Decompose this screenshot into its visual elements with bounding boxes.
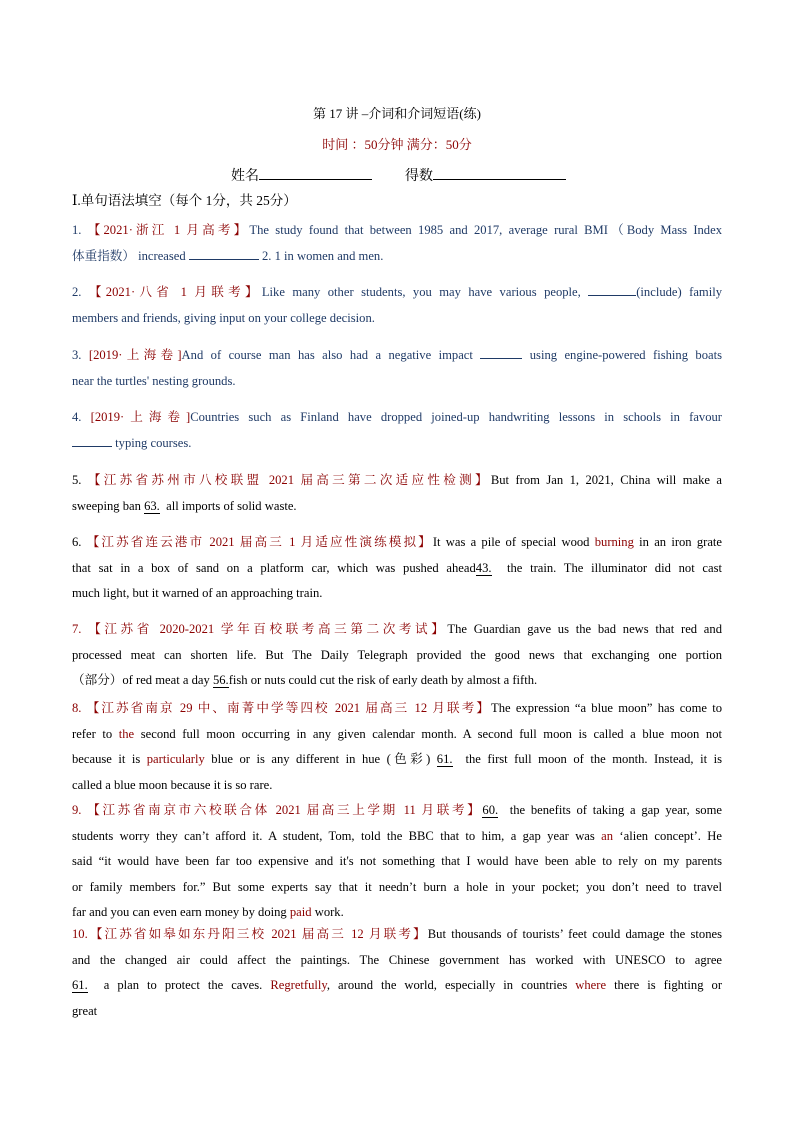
answer-blank[interactable]: 60. — [482, 803, 499, 817]
name-label: 姓名 — [231, 169, 259, 184]
question-number: 7. — [72, 622, 82, 636]
question-text: the first full moon of the month. Instead, it is — [465, 752, 722, 766]
section-heading: Ⅰ.单句语法填空（每个 1分，共 25分） — [72, 193, 297, 208]
question-8 — [72, 696, 722, 798]
question-text: But from Jan 1, 2021, China will make a — [490, 473, 722, 487]
answer-blank[interactable]: 61. — [72, 978, 88, 992]
question-text: all imports of solid waste. — [166, 498, 297, 513]
question-text: fish or nuts could cut the risk of early death by almost a fifth. — [228, 673, 538, 687]
answer-blank[interactable] — [189, 246, 259, 260]
question-text: work. — [314, 905, 344, 919]
question-text: second full moon occurring in any given calendar month. A second full moon is called a blue moon not — [140, 726, 722, 741]
question-text: And of course man has also had a negative impact — [181, 348, 473, 362]
answer-blank[interactable] — [72, 433, 112, 447]
question-9 — [72, 798, 722, 926]
question-10 — [72, 922, 722, 1024]
question-5 — [72, 468, 722, 519]
question-text: great — [72, 1003, 98, 1018]
question-source: [2019·上海卷] — [88, 348, 182, 362]
question-7 — [72, 617, 722, 694]
highlighted-word: Regretfully — [270, 978, 327, 992]
question-4 — [72, 405, 722, 456]
question-text: far and you can even earn money by doing — [72, 905, 287, 919]
question-source: [2019·上海卷] — [90, 410, 191, 424]
answer-blank[interactable]: 63. — [144, 498, 160, 513]
question-text: typing courses. — [115, 435, 192, 450]
highlighted-word: burning — [594, 535, 634, 549]
question-text: much light, but it warned of an approaching train. — [72, 586, 323, 600]
question-text: The Guardian gave us the bad news that red and — [447, 622, 722, 636]
question-source: 【江苏省 2020-2021 学年百校联考高三第二次考试】 — [88, 622, 448, 636]
question-text: using engine-powered fishing boats — [529, 348, 723, 362]
question-source: 【江苏省如皋如东丹阳三校 2021 届高三 12 月联考】 — [87, 927, 428, 941]
question-text: because it is — [72, 752, 141, 766]
highlighted-word: an — [601, 828, 614, 843]
question-text: ‘alien concept’. He — [619, 828, 722, 843]
question-text: Countries such as Finland have dropped joined-up handwriting lessons in schools in favour — [190, 410, 722, 424]
question-text: called a blue moon because it is so rare. — [72, 777, 273, 792]
question-number: 8. — [72, 701, 82, 715]
highlighted-word: particularly — [146, 752, 205, 766]
question-text: , around the world, especially in countries — [326, 978, 568, 992]
time-score-line: 时间 ：50分钟 满分：50分 — [322, 137, 472, 152]
answer-blank[interactable]: 61. — [436, 752, 453, 766]
answer-blank[interactable]: 43. — [475, 560, 492, 575]
question-source: 【2021·浙江 1 月高考】 — [87, 223, 250, 237]
question-number: 9. — [72, 803, 82, 817]
score-field[interactable] — [433, 165, 566, 180]
question-text: But thousands of tourists’ feet could damage the stones — [427, 927, 723, 941]
question-text: The study found that between 1985 and 2017, average rural BMI（Body Mass Index — [249, 223, 722, 237]
question-number: 3. — [72, 348, 82, 362]
question-text: 2. 1 in women and men. — [261, 248, 384, 263]
question-3 — [72, 343, 722, 394]
question-number: 2. — [72, 285, 82, 299]
question-text: sweeping ban — [72, 498, 141, 513]
question-text: It was a pile of special wood — [432, 535, 590, 549]
question-text: refer to — [72, 726, 113, 741]
question-text: near the turtles' nesting grounds. — [72, 373, 236, 388]
question-text: there is fighting or — [614, 978, 723, 992]
question-source: 【2021·八省 1 月联考】 — [88, 285, 262, 299]
question-text: and the changed air could affect the paintings. The Chinese government has worked with UNESCO to agree — [72, 952, 722, 967]
question-text: the train. The illuminator did not cast — [506, 560, 722, 575]
question-2 — [72, 280, 722, 331]
question-text: a plan to protect the caves. — [103, 978, 263, 992]
name-score-row — [231, 165, 566, 185]
question-1 — [72, 218, 722, 269]
question-text: blue or is any different in hue (色彩) — [211, 752, 431, 766]
question-text: that sat in a box of sand on a platform car, which was pushed ahead — [72, 560, 476, 575]
question-text: （部分）of red meat a day — [72, 673, 210, 687]
highlighted-word: the — [118, 726, 135, 741]
question-text: Like many other students, you may have various people, — [261, 285, 581, 299]
question-text: processed meat can shorten life. But The Daily Telegraph provided the good news that exchanging one portion — [72, 647, 722, 662]
question-text: or family members for.” But some experts say that it needn’t burn a hole in your pocket; you don’t need to travel — [72, 879, 722, 894]
name-field[interactable] — [259, 165, 372, 180]
question-text: The expression “a blue moon” has come to — [491, 701, 723, 715]
question-source: 【江苏省南京市六校联合体 2021 届高三上学期 11 月联考】 — [87, 803, 483, 817]
question-text: members and friends, giving input on your college decision. — [72, 310, 375, 325]
question-number: 5. — [72, 473, 82, 487]
question-text: 体重指数） increased — [72, 248, 186, 263]
question-number: 1. — [72, 223, 82, 237]
answer-blank[interactable] — [588, 282, 636, 296]
answer-blank[interactable]: 56. — [212, 673, 229, 687]
question-text: said “it would have been far too expensive and it's not something that I would have been able to rely on my parents — [72, 854, 722, 868]
question-text: the benefits of taking a gap year, some — [509, 803, 722, 817]
question-number: 10. — [72, 927, 88, 941]
question-6 — [72, 530, 722, 607]
question-text: in an iron grate — [639, 535, 723, 549]
page-title: 第 17 讲 –介词和介词短语(练) — [313, 106, 481, 121]
question-source: 【江苏省连云港市 2021 届高三 1 月适应性演练模拟】 — [86, 535, 433, 549]
question-text: (include) family — [636, 285, 722, 299]
question-number: 6. — [72, 535, 82, 549]
question-source: 【江苏省南京 29 中、南菁中学等四校 2021 届高三 12 月联考】 — [86, 701, 492, 715]
question-number: 4. — [72, 410, 82, 424]
answer-blank[interactable] — [480, 345, 522, 359]
highlighted-word: paid — [289, 905, 312, 919]
question-text: students worry they can’t afford it. A student, Tom, told the BBC that to him, a gap year was — [72, 828, 595, 843]
score-label: 得数 — [405, 169, 433, 184]
question-source: 【江苏省苏州市八校联盟 2021 届高三第二次适应性检测】 — [87, 473, 491, 487]
highlighted-word: where — [575, 978, 607, 992]
